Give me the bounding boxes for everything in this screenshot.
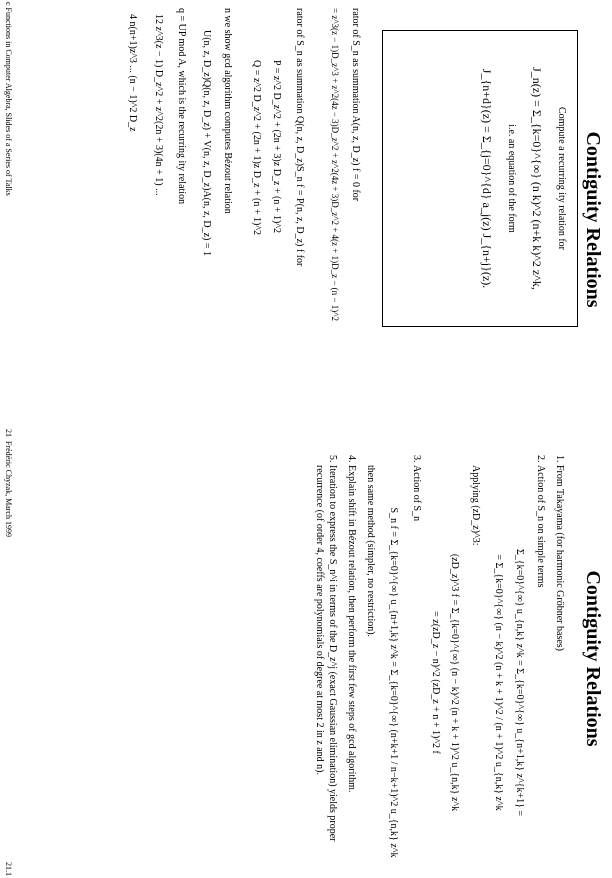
paragraph-1: rator of S_n as summation A(n, z, D_z) f = 0 for [350, 8, 361, 202]
page-number: 21.1 [4, 862, 13, 876]
box-line-1: Compute a recurring ity relation for [556, 106, 567, 250]
paragraph-2: rator of S_n as summation Q(n, z, D_z)S_n f = P(n, z, D_z) f for [294, 8, 305, 267]
footer [4, 2, 13, 437]
equation-q: Q = z^2 D_z^2 + (2n + 1)z D_z + (n + 1)^2 [251, 60, 262, 236]
equation-action: S_n f = Σ_{k=0}^{∞} u_{n+1,k} z^k = Σ_{k=0}^{∞} (n+k+1 / n−k+1)^2 u_{n,k} z^k [388, 507, 399, 858]
list-item: 2. Action of S_n on simple terms Σ_{k=0}^{∞} u_{n,k} z^k = Σ_{k=0}^{∞} u_{n+1,k} z^{k+1} = = Σ_{k=0}^{∞} (n − k)^2 (n + k + 1)^2 / (n + 1)^2 u_{n,k} z^k Applying (zD_z)^3: (zD_z)^3 f = Σ_{k=0}^{∞} (n − k)^2 (n + k + 1)^2 u_{n,k} z^k = z(zD_z − n)^2 (zD_z + n + 1)^2 f [429, 465, 547, 870]
equation-final-1: 12 z^3(z − 1) D_z^2 + z^2(2n + 3)(4n + 1) ... [153, 14, 164, 196]
equation-sum-1: Σ_{k=0}^{∞} u_{n,k} z^k = Σ_{k=0}^{∞} u_{n+1,k} z^{k+1} = [514, 548, 525, 817]
list-item: 3. Action of S_n S_n f = Σ_{k=0}^{∞} u_{n+1,k} z^k = Σ_{k=0}^{∞} (n+k+1 / n−k+1)^2 u_{n,k} z^k then same method (simpler, no restriction). [364, 465, 423, 870]
footer-left: c Functions in Computer Algebra, Slides of a Series of Talks [4, 2, 13, 196]
equation-final-2: 4 n(n+1)z^3 ... (n − 1)^2 D_z [127, 14, 138, 132]
paragraph-3: n we show gcd algorithm computes Bézout relation [222, 8, 233, 214]
list-item: 4. Explain shift in Bézout relation, then perform the first few steps of gcd algorithm. [345, 465, 358, 870]
box-equation-1: J_n(z) = Σ_{k=0}^{∞} (n k)^2 (n+k k)^2 z^k, [530, 67, 544, 290]
box-equation-2: J_{n+d}(z) = Σ_{j=0}^{d} a_j(z) J_{n+j}(z). [480, 68, 494, 289]
framed-problem-box [382, 30, 578, 327]
note-text: then same method (simpler, no restriction). [365, 465, 376, 638]
footer-left: Frédéric Chyzak, March 1999 [4, 441, 13, 537]
footer [4, 441, 13, 876]
equation-apply-2: = z(zD_z − n)^2 (zD_z + n + 1)^2 f [430, 611, 441, 754]
page-title: Contiguity Relations [582, 570, 604, 747]
equation-operator: = z^3(z − 1)D_z^3 + z^2(4z − 3)D_z^2 + z^2(4z + 3)D_z^2 + 4(z + 1)D_z − (n − 1)^2 [330, 8, 340, 321]
right-page [0, 439, 612, 878]
box-line-2: i.e. an equation of the form [506, 124, 517, 233]
equation-apply-1: (zD_z)^3 f = Σ_{k=0}^{∞} (n − k)^2 (n + k + 1)^2 u_{n,k} z^k [449, 553, 460, 812]
paragraph-4: q = UP mod A, which is the recurring ity relation [176, 8, 187, 205]
equation-p: P = z^2 D_z^2 + (2n + 3)z D_z + (n + 1)^2 [271, 60, 282, 233]
page-number: 21 [4, 429, 13, 437]
apply-label: Applying (zD_z)^3: [470, 465, 481, 546]
page-title: Contiguity Relations [582, 131, 604, 308]
list-item: 5. Iteration to express the S_n^i in terms of the D_z^j (exact Gaussian elimination) yields proper recurrence (of order 4, coeffs are polynomials of degree at most 2 in z and n). [313, 465, 339, 870]
item-list [307, 449, 566, 870]
equation-sum-2: = Σ_{k=0}^{∞} (n − k)^2 (n + k + 1)^2 / (n + 1)^2 u_{n,k} z^k [493, 554, 504, 811]
equation-bezout: U(n, z, D_z)Q(n, z, D_z) + V(n, z, D_z)A(n, z, D_z) = 1 [201, 30, 212, 257]
list-item: 1. From Takayama (for harmonic Gröbner bases) [553, 465, 566, 870]
